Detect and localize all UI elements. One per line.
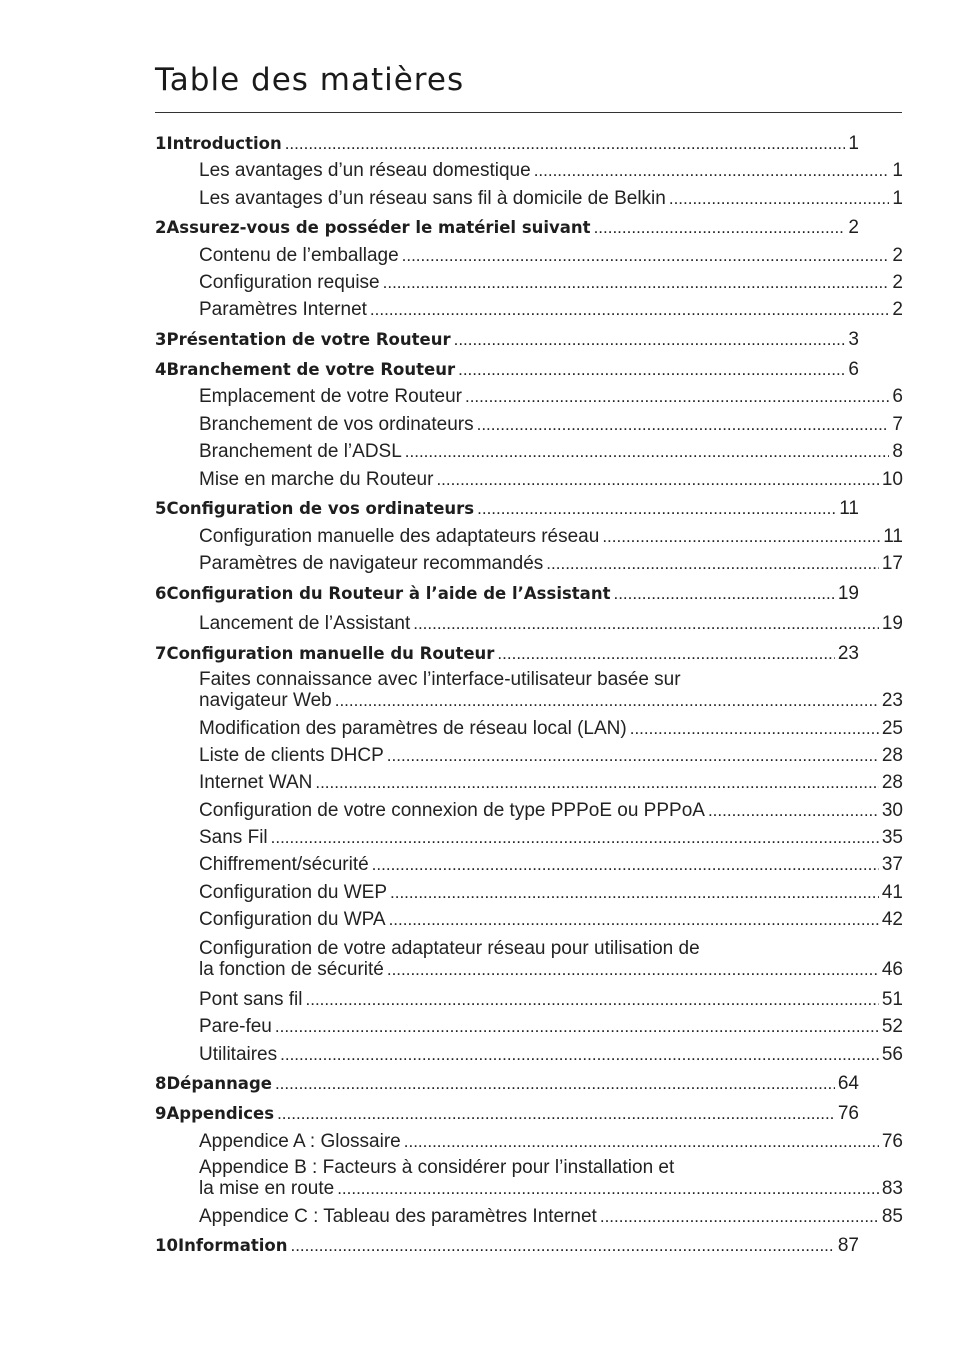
toc-entry-line [199, 526, 903, 548]
toc-section-entry[interactable] [155, 553, 903, 575]
chapter-number: 5 [155, 499, 167, 518]
page-number: 1 [892, 160, 903, 181]
section-title: la fonction de sécurité [199, 959, 384, 980]
section-title: Sans Fil [199, 827, 268, 848]
toc-section-entry[interactable] [155, 441, 903, 463]
toc-entry-line [199, 827, 903, 849]
toc-entry-line [155, 643, 859, 665]
toc-section-entry[interactable] [155, 772, 903, 794]
page-number: 23 [881, 690, 903, 711]
section-title-line1: Configuration de votre adaptateur réseau pour utilisation de [199, 938, 700, 959]
section-title: la mise en route [199, 1178, 335, 1199]
page-number: 6 [892, 386, 903, 407]
page-number: 6 [848, 359, 859, 380]
dot-leader [405, 442, 890, 462]
page-number: 7 [892, 414, 903, 435]
toc-section-entry[interactable] [155, 939, 903, 981]
dot-leader [477, 499, 836, 519]
page-number: 85 [881, 1206, 903, 1227]
dot-leader [290, 1236, 834, 1256]
chapter-number: 3 [155, 330, 167, 349]
section-title: Branchement de l’ADSL [199, 441, 402, 462]
dot-leader [277, 1104, 835, 1124]
dot-leader [383, 273, 890, 293]
chapter-number: 8 [155, 1074, 167, 1093]
toc-entry-line [155, 1103, 859, 1125]
toc-entry-line [199, 718, 903, 740]
dot-leader [370, 300, 890, 320]
section-title: Paramètres de navigateur recommandés [199, 553, 544, 574]
toc-section-entry[interactable] [155, 745, 903, 767]
toc-entry-line [199, 1206, 903, 1228]
toc-section-entry[interactable] [155, 909, 903, 931]
chapter-title: Configuration du Routeur à l’aide de l’Assistant [166, 584, 611, 603]
page-number: 2 [892, 272, 903, 293]
section-title: Configuration de votre connexion de type PPPoE ou PPPoA [199, 800, 705, 821]
title-divider [155, 112, 902, 113]
section-title: Pare-feu [199, 1016, 272, 1037]
toc-section-entry[interactable] [155, 272, 903, 294]
chapter-title: Branchement de votre Routeur [166, 360, 456, 379]
page-number: 19 [837, 583, 859, 604]
toc-section-entry[interactable] [155, 469, 903, 491]
page-number: 42 [881, 909, 903, 930]
toc-section-entry[interactable] [155, 1016, 903, 1038]
dot-leader [390, 883, 879, 903]
page-number: 17 [881, 553, 903, 574]
toc-entry-line [199, 959, 903, 981]
section-title: Configuration du WEP [199, 882, 387, 903]
toc-entry-line [199, 160, 903, 182]
section-title: Configuration manuelle des adaptateurs réseau [199, 526, 600, 547]
toc-entry-line [199, 745, 903, 767]
toc-entry-line [199, 441, 903, 463]
page-number: 35 [881, 827, 903, 848]
toc-section-entry[interactable] [155, 718, 903, 740]
section-title: navigateur Web [199, 690, 332, 711]
chapter-number: 7 [155, 644, 167, 663]
section-title: Lancement de l’Assistant [199, 613, 411, 634]
toc-entry-line [199, 1131, 903, 1153]
toc-entry-line [155, 329, 859, 351]
dot-leader [271, 828, 879, 848]
toc-entry-line [155, 583, 859, 605]
toc-section-entry[interactable] [155, 1131, 903, 1153]
chapter-title: Configuration de vos ordinateurs [166, 499, 475, 518]
section-title: Pont sans fil [199, 989, 303, 1010]
page-number: 11 [839, 498, 859, 519]
toc-section-entry[interactable] [155, 882, 903, 904]
page-number: 2 [892, 245, 903, 266]
dot-leader [708, 801, 879, 821]
section-title: Mise en marche du Routeur [199, 469, 434, 490]
section-title: Emplacement de votre Routeur [199, 386, 462, 407]
chapter-title: Introduction [166, 134, 282, 153]
toc-entry-line [155, 1073, 859, 1095]
toc-section-entry[interactable] [155, 526, 903, 548]
section-title: Chiffrement/sécurité [199, 854, 369, 875]
section-title: Paramètres Internet [199, 299, 367, 320]
toc-section-entry[interactable] [155, 1044, 903, 1066]
chapter-title: Dépannage [166, 1074, 272, 1093]
page-number: 10 [881, 469, 903, 490]
toc-chapter-entry[interactable] [155, 583, 859, 605]
toc-entry-line [199, 882, 903, 904]
toc-entry-line [199, 414, 903, 436]
dot-leader [387, 746, 879, 766]
section-title: Utilitaires [199, 1044, 278, 1065]
toc-entry-line [155, 359, 859, 381]
dot-leader [402, 246, 890, 266]
toc-chapter-entry[interactable] [155, 217, 859, 239]
toc-section-entry[interactable] [155, 160, 903, 182]
toc-section-entry[interactable] [155, 827, 903, 849]
toc-entry-line [199, 188, 903, 210]
dot-leader [669, 189, 890, 209]
toc-chapter-entry[interactable] [155, 643, 859, 665]
toc-entry-line [199, 854, 903, 876]
toc-entry-line [199, 272, 903, 294]
dot-leader [337, 1179, 879, 1199]
page-number: 76 [837, 1103, 859, 1124]
section-title: Contenu de l’emballage [199, 245, 399, 266]
dot-leader [546, 554, 879, 574]
dot-leader [458, 360, 845, 380]
dot-leader [477, 415, 890, 435]
chapter-number: 10 [155, 1236, 178, 1255]
toc-entry-line [199, 1016, 903, 1038]
page-number: 30 [881, 800, 903, 821]
toc-section-entry[interactable] [155, 414, 903, 436]
toc-entry-line [199, 299, 903, 321]
chapter-number: 6 [155, 584, 167, 603]
section-title: Branchement de vos ordinateurs [199, 414, 474, 435]
dot-leader [275, 1074, 835, 1094]
page-number: 41 [881, 882, 903, 903]
dot-leader [465, 387, 889, 407]
dot-leader [436, 470, 878, 490]
toc-entry-line [199, 690, 903, 712]
toc-chapter-entry[interactable] [155, 1073, 859, 1095]
toc-section-entry[interactable] [155, 188, 903, 210]
chapter-title: Information [177, 1236, 288, 1255]
page-number: 1 [892, 188, 903, 209]
toc-entry-line [199, 553, 903, 575]
page-number: 19 [881, 613, 903, 634]
toc-entry-line [199, 469, 903, 491]
dot-leader [534, 161, 890, 181]
dot-leader [613, 584, 834, 604]
chapter-number: 9 [155, 1104, 167, 1123]
chapter-title: Présentation de votre Routeur [166, 330, 451, 349]
toc-entry-line [199, 1178, 903, 1200]
toc-section-entry[interactable] [155, 1158, 903, 1200]
page-number: 83 [881, 1178, 903, 1199]
section-title: Configuration requise [199, 272, 380, 293]
chapter-title: Configuration manuelle du Routeur [166, 644, 495, 663]
toc-entry-line [199, 245, 903, 267]
toc-section-entry[interactable] [155, 245, 903, 267]
page-number: 8 [892, 441, 903, 462]
toc-chapter-entry[interactable] [155, 1103, 859, 1125]
toc-section-entry[interactable] [155, 613, 903, 635]
page-number: 1 [848, 133, 859, 154]
dot-leader [594, 218, 846, 238]
dot-leader [413, 614, 879, 634]
page-number: 37 [881, 854, 903, 875]
section-title: Les avantages d’un réseau domestique [199, 160, 531, 181]
dot-leader [454, 330, 846, 350]
toc-entry-line [155, 1235, 859, 1257]
section-title-line1: Appendice B : Facteurs à considérer pour l’installation et [199, 1157, 675, 1178]
section-title: Liste de clients DHCP [199, 745, 384, 766]
page-number: 56 [881, 1044, 903, 1065]
chapter-number: 4 [155, 360, 167, 379]
section-title: Modification des paramètres de réseau local (LAN) [199, 718, 627, 739]
toc-chapter-entry[interactable] [155, 498, 859, 520]
dot-leader [389, 910, 879, 930]
toc-entry-line [199, 1044, 903, 1066]
page-number: 23 [837, 643, 859, 664]
section-title-line1: Faites connaissance avec l’interface-utilisateur basée sur [199, 669, 681, 690]
dot-leader [306, 990, 879, 1010]
toc-entry-line [199, 989, 903, 1011]
page-number: 87 [837, 1235, 859, 1256]
toc-entry-line [155, 217, 859, 239]
toc-chapter-entry[interactable] [155, 329, 859, 351]
toc-section-entry[interactable] [155, 1206, 903, 1228]
page-number: 52 [881, 1016, 903, 1037]
section-title: Appendice A : Glossaire [199, 1131, 401, 1152]
toc-entry-line [155, 133, 859, 155]
dot-leader [600, 1207, 879, 1227]
toc-chapter-entry[interactable] [155, 359, 859, 381]
section-title: Configuration du WPA [199, 909, 386, 930]
dot-leader [630, 719, 879, 739]
page-number: 64 [837, 1073, 859, 1094]
dot-leader [602, 527, 880, 547]
page-title: Table des matières [155, 62, 465, 98]
page-number: 51 [881, 989, 903, 1010]
dot-leader [372, 855, 879, 875]
toc-section-entry[interactable] [155, 989, 903, 1011]
toc-entry-line [155, 498, 859, 520]
toc-entry-line [199, 386, 903, 408]
page-number: 28 [881, 745, 903, 766]
toc-section-entry[interactable] [155, 800, 903, 822]
dot-leader [404, 1132, 879, 1152]
dot-leader [285, 134, 846, 154]
toc-chapter-entry[interactable] [155, 1235, 859, 1257]
page-number: 3 [848, 329, 859, 350]
toc-chapter-entry[interactable] [155, 133, 859, 155]
toc-section-entry[interactable] [155, 854, 903, 876]
section-title: Internet WAN [199, 772, 313, 793]
page-number: 11 [883, 526, 903, 547]
toc-section-entry[interactable] [155, 670, 903, 712]
dot-leader [497, 644, 834, 664]
section-title: Les avantages d’un réseau sans fil à domicile de Belkin [199, 188, 666, 209]
page-number: 2 [892, 299, 903, 320]
page-number: 46 [881, 959, 903, 980]
toc-entry-line [199, 909, 903, 931]
dot-leader [335, 691, 879, 711]
dot-leader [387, 960, 879, 980]
page-number: 2 [848, 217, 859, 238]
chapter-number: 1 [155, 134, 167, 153]
page-number: 25 [881, 718, 903, 739]
toc-section-entry[interactable] [155, 299, 903, 321]
toc-section-entry[interactable] [155, 386, 903, 408]
chapter-title: Assurez-vous de posséder le matériel suivant [166, 218, 591, 237]
toc-entry-line [199, 613, 903, 635]
chapter-number: 2 [155, 218, 167, 237]
toc-entry-line [199, 772, 903, 794]
dot-leader [315, 773, 879, 793]
page-number: 28 [881, 772, 903, 793]
dot-leader [280, 1045, 879, 1065]
dot-leader [275, 1017, 879, 1037]
toc-entry-line [199, 800, 903, 822]
page-number: 76 [881, 1131, 903, 1152]
section-title: Appendice C : Tableau des paramètres Internet [199, 1206, 597, 1227]
chapter-title: Appendices [166, 1104, 275, 1123]
